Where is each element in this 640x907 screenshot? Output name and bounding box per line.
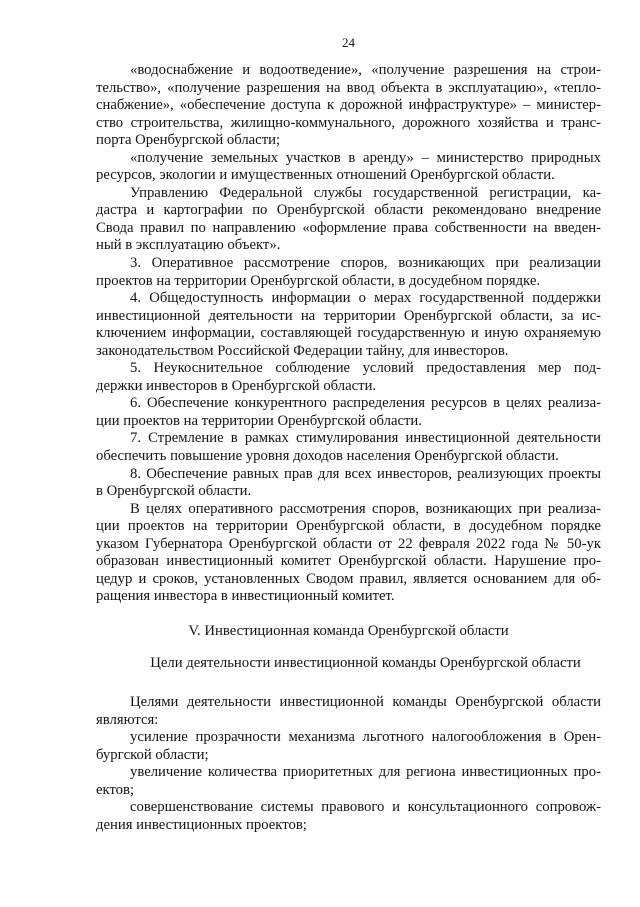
text-line: инвестиционной деятельности на территории Оренбургской области, за ис-: [96, 307, 601, 324]
paragraph-goals-intro: [96, 694, 601, 729]
goal-item: [96, 764, 601, 799]
document-body: [96, 62, 601, 834]
list-item-5: [96, 360, 601, 395]
text-line: ключением информации, составляющей государственную и иную охраняемую: [96, 325, 601, 342]
text-line: 5. Неукоснительное соблюдение условий предоставления мер под-: [130, 360, 601, 377]
text-line: усиление прозрачности механизма льготного налогообложения в Орен-: [130, 729, 601, 746]
text-line: держки инвесторов в Оренбургской области.: [96, 377, 377, 394]
text-line: цедур и сроков, установленных Сводом правил, является основанием для об-: [96, 570, 601, 587]
text-line: обеспечить повышение уровня доходов населения Оренбургской области.: [96, 448, 559, 465]
text-line: ектов;: [96, 781, 135, 798]
text-line: Управлению Федеральной службы государственной регистрации, ка-: [130, 184, 601, 201]
text-line: В целях оперативного рассмотрения споров, возникающих при реализа-: [130, 500, 601, 517]
text-line: ный в эксплуатацию объект».: [96, 237, 281, 254]
goal-item: [96, 799, 601, 834]
list-item-3: [96, 255, 601, 290]
list-item-7: [96, 430, 601, 465]
text-line: дения инвестиционных проектов;: [96, 816, 307, 833]
text-line: дастра и картографии по Оренбургской области рекомендовано внедрение: [96, 202, 601, 219]
text-line: ции проектов на территории Оренбургской области, в досудебном порядке: [96, 518, 601, 535]
paragraph-investment-committee: [96, 501, 601, 606]
text-line: 3. Оперативное рассмотрение споров, возникающих при реализации: [130, 255, 601, 272]
paragraph-utilities-responsibility: [96, 62, 601, 150]
text-line: ство строительства, жилищно-коммунального, дорожного хозяйства и транс-: [96, 114, 601, 131]
text-line: «водоснабжение и водоотведение», «получение разрешения на строи-: [130, 62, 601, 78]
text-line: бургской области;: [96, 746, 209, 763]
text-line: Свода правил по направлению «оформление права собственности на введен-: [96, 219, 601, 236]
text-line: порта Оренбургской области;: [96, 132, 281, 149]
text-line: ращения инвестора в инвестиционный комитет.: [96, 588, 395, 605]
text-line: проектов на территории Оренбургской области, в досудебном порядке.: [96, 272, 541, 289]
text-line: 8. Обеспечение равных прав для всех инвесторов, реализующих проекты: [130, 465, 601, 482]
text-line: 7. Стремление в рамках стимулирования инвестиционной деятельности: [130, 430, 601, 447]
text-line: являются:: [96, 711, 159, 728]
text-line: тельство», «получение разрешения на ввод объекта в эксплуатацию», «тепло-: [96, 79, 601, 96]
text-line: в Оренбургской области.: [96, 483, 252, 500]
text-line: образован инвестиционный комитет Оренбургской области. Нарушение про-: [96, 553, 601, 570]
goal-item: [96, 729, 601, 764]
section-body: [96, 694, 601, 834]
text-line: 6. Обеспечение конкурентного распределения ресурсов в целях реализа-: [130, 395, 601, 412]
paragraph-land-lease-responsibility: [96, 150, 601, 185]
text-line: Целями деятельности инвестиционной команды Оренбургской области: [130, 694, 601, 711]
section-heading: V. Инвестиционная команда Оренбургской области: [188, 623, 509, 640]
text-line: снабжение», «обеспечение доступа к дорожной инфраструктуре» – министер-: [96, 97, 601, 114]
text-line: 4. Общедоступность информации о мерах государственной поддержки: [130, 290, 601, 307]
text-line: ресурсов, экологии и имущественных отношений Оренбургской области.: [96, 167, 555, 184]
page-number: 24: [342, 35, 355, 50]
text-line: ции проектов на территории Оренбургской области.: [96, 412, 422, 429]
list-item-8: [96, 466, 601, 501]
list-item-6: [96, 395, 601, 430]
list-item-4: [96, 290, 601, 360]
section-subheading: Цели деятельности инвестиционной команды Оренбургской области: [150, 655, 581, 672]
text-line: совершенствование системы правового и консультационного сопровож-: [130, 799, 601, 816]
paragraph-registration-service: [96, 185, 601, 255]
text-line: «получение земельных участков в аренду» – министерство природных: [130, 149, 601, 166]
text-line: законодательством Российской Федерации тайну, для инвесторов.: [96, 342, 509, 359]
text-line: указом Губернатора Оренбургской области от 22 февраля 2022 года № 50-ук: [96, 535, 601, 552]
text-line: увеличение количества приоритетных для региона инвестиционных про-: [130, 764, 601, 781]
